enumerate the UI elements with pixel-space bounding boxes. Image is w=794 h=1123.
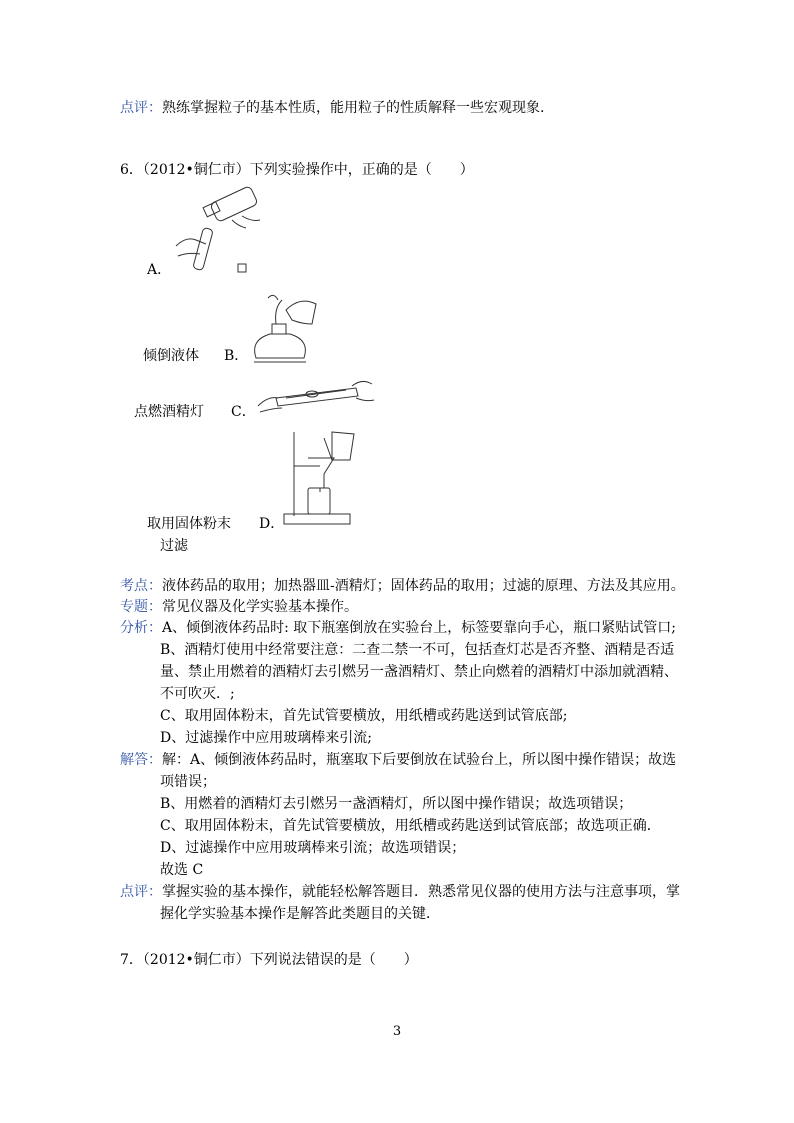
jieda-line-2: 项错误； — [160, 774, 216, 790]
jieda-line-1 — [120, 750, 676, 770]
figure-solid-powder — [256, 378, 380, 418]
zhuanti-text: 常见仪器及化学实验基本操作。 — [162, 599, 358, 615]
option-d-caption: 过滤 — [160, 538, 188, 554]
jieda-line-4: C、取用固体粉末，首先试管要横放，用纸槽或药匙送到试管底部；故选项正确． — [160, 818, 661, 834]
page-number: 3 — [392, 1024, 402, 1039]
fenxi-line-3: 量、禁止用燃着的酒精灯去引燃另一盏酒精灯、禁止向燃着的酒精灯中添加就酒精、 — [160, 664, 678, 680]
fenxi-line-5: C、取用固体粉末，首先试管要横放，用纸槽或药匙送到试管底部; — [160, 708, 568, 724]
jieda-line-3: B、用燃着的酒精灯去引燃另一盏酒精灯，所以图中操作错误；故选项错误； — [160, 796, 633, 812]
jieda-text: 解：A、倾倒液体药品时，瓶塞取下后要倒放在试验台上，所以图中操作错误；故选 — [162, 752, 677, 768]
option-d-letter: D． — [259, 516, 285, 532]
figure-filtration — [280, 428, 360, 530]
jieda-line-6: 故选 C — [160, 862, 204, 878]
comment-tag: 点评： — [120, 100, 162, 116]
dianping-line-1 — [120, 882, 680, 902]
figure-alcohol-lamp — [246, 288, 320, 374]
zhuanti-line — [120, 597, 358, 617]
kaodian-line — [120, 576, 685, 596]
fenxi-line-1 — [120, 618, 676, 638]
fenxi-text: A、倾倒液体药品时: 取下瓶塞倒放在实验台上，标签要靠向手心，瓶口紧贴试管口; — [162, 620, 676, 636]
fenxi-line-6: D、过滤操作中应用玻璃棒来引流; — [160, 730, 372, 746]
question-7-stem: 7．（2012•铜仁市）下列说法错误的是（ ） — [120, 952, 418, 968]
option-c-letter: C． — [231, 404, 256, 420]
dianping-tag: 点评： — [120, 884, 162, 900]
option-c-caption: 取用固体粉末 — [147, 516, 231, 532]
kaodian-text: 液体药品的取用；加热器皿-酒精灯；固体药品的取用；过滤的原理、方法及其应用。 — [162, 578, 685, 594]
jieda-tag: 解答： — [120, 752, 162, 768]
fenxi-tag: 分析： — [120, 620, 162, 636]
option-b-caption: 点燃酒精灯 — [134, 404, 204, 420]
option-b-letter: B． — [224, 348, 249, 364]
kaodian-tag: 考点： — [120, 578, 162, 594]
dianping-line-2: 握化学实验基本操作是解答此类题目的关键． — [160, 906, 440, 922]
fenxi-line-4: 不可吹灭．; — [160, 686, 235, 702]
jieda-line-5: D、过滤操作中应用玻璃棒来引流；故选项错误； — [160, 840, 466, 856]
dianping-text: 掌握实验的基本操作，就能轻松解答题目．熟悉常见仪器的使用方法与注意事项，掌 — [162, 884, 680, 900]
option-a-letter: A． — [147, 262, 172, 278]
option-a-caption: 倾倒液体 — [143, 348, 199, 364]
comment-text: 熟练掌握粒子的基本性质，能用粒子的性质解释一些宏观现象. — [162, 100, 545, 116]
question-6-stem: 6．（2012•铜仁市）下列实验操作中，正确的是（ ） — [120, 162, 474, 178]
figure-pour-liquid — [172, 186, 272, 276]
zhuanti-tag: 专题： — [120, 599, 162, 615]
fenxi-line-2: B、酒精灯使用中经常要注意：二查二禁一不可，包括查灯芯是否齐整、酒精是否适 — [160, 642, 675, 658]
q5-comment — [120, 98, 544, 118]
